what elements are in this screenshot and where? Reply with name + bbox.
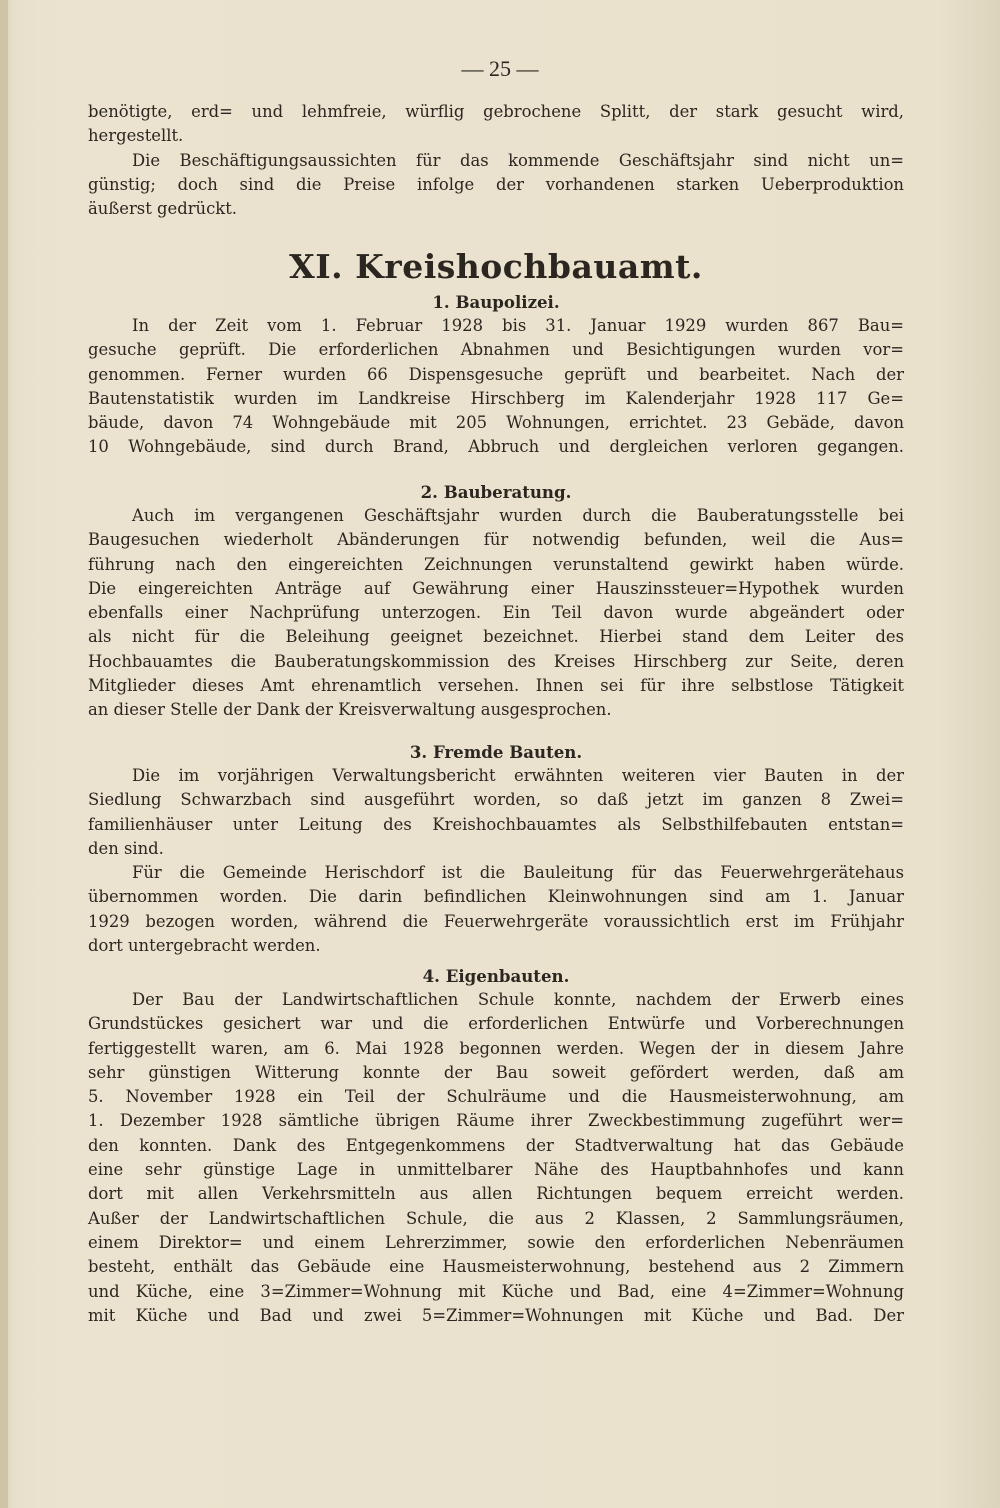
text-line: Grundstückes gesichert war und die erforderlichen Entwürfe und Vorberechnungen — [88, 1014, 904, 1034]
text-line: dort untergebracht werden. — [88, 936, 321, 956]
text-line: Die eingereichten Anträge auf Gewährung einer Hauszinssteuer=Hypothek wurden — [88, 578, 904, 598]
text-line: Außer der Landwirtschaftlichen Schule, die aus 2 Klassen, 2 Sammlungsräumen, — [88, 1208, 904, 1228]
section-baupolizei — [88, 290, 904, 460]
text-line: ebenfalls einer Nachprüfung unterzogen. Ein Teil davon wurde abgeändert oder — [88, 603, 904, 623]
text-line: als nicht für die Beleihung geeignet bezeichnet. Hierbei stand dem Leiter des — [88, 627, 904, 647]
text-line: mit Küche und Bad und zwei 5=Zimmer=Wohnungen mit Küche und Bad. Der — [88, 1305, 904, 1325]
text-line: an dieser Stelle der Dank der Kreisverwaltung ausgesprochen. — [88, 700, 612, 720]
text-line: Für die Gemeinde Herischdorf ist die Bauleitung für das Feuerwehrgerätehaus — [132, 863, 904, 883]
chapter-title: XI. Kreishochbauamt. — [289, 247, 703, 286]
section-heading: 4. Eigenbauten. — [422, 966, 570, 986]
text-line: 10 Wohngebäude, sind durch Brand, Abbruch und dergleichen verloren gegangen. — [88, 437, 904, 457]
text-line: Die im vorjährigen Verwaltungsbericht erwähnten weiteren vier Bauten in der — [132, 766, 904, 785]
text-line: familienhäuser unter Leitung des Kreishochbauamtes als Selbsthilfebauten entstan= — [88, 814, 904, 834]
text-line: Hochbauamtes die Bauberatungskommission des Kreises Hirschberg zur Seite, deren — [88, 651, 904, 671]
text-line: Die Beschäftigungsaussichten für das kommende Geschäftsjahr sind nicht un= — [132, 150, 904, 170]
text-line: gesuche geprüft. Die erforderlichen Abnahmen und Besichtigungen wurden vor= — [88, 340, 904, 360]
text-line: hergestellt. — [88, 126, 184, 146]
text-line: 1929 bezogen worden, während die Feuerwehrgeräte voraussichtlich erst im Frühjahr — [88, 911, 904, 931]
text-line: benötigte, erd= und lehmfreie, würflig gebrochene Splitt, der stark gesucht wird, — [88, 102, 904, 121]
text-line: Der Bau der Landwirtschaftlichen Schule konnte, nachdem der Erwerb eines — [132, 990, 904, 1009]
text-line: fertiggestellt waren, am 6. Mai 1928 begonnen werden. Wegen der in diesem Jahre — [88, 1038, 904, 1058]
text-line: genommen. Ferner wurden 66 Dispensgesuche geprüft und bearbeitet. Nach der — [88, 364, 904, 384]
text-line: Auch im vergangenen Geschäftsjahr wurden durch die Bauberatungsstelle bei — [132, 506, 904, 525]
text-line: und Küche, eine 3=Zimmer=Wohnung mit Küche und Bad, eine 4=Zimmer=Wohnung — [88, 1281, 904, 1301]
page-number: — 25 — — [461, 56, 539, 81]
text-line: Siedlung Schwarzbach sind ausgeführt worden, so daß jetzt im ganzen 8 Zwei= — [88, 790, 904, 810]
text-line: äußerst gedrückt. — [88, 199, 238, 219]
text-line: den sind. — [88, 838, 164, 858]
text-line: eine sehr günstige Lage in unmittelbarer Nähe des Hauptbahnhofes und kann — [88, 1160, 904, 1180]
section-fremde-bauten — [88, 740, 904, 958]
page-fold-shadow — [0, 0, 8, 1508]
text-line: bäude, davon 74 Wohngebäude mit 205 Wohnungen, errichtet. 23 Gebäde, davon — [88, 413, 904, 433]
text-line: 5. November 1928 ein Teil der Schulräume und die Hausmeisterwohnung, am — [88, 1087, 904, 1107]
section-eigenbauten — [88, 964, 904, 1328]
text-line: 1. Dezember 1928 sämtliche übrigen Räume ihrer Zweckbestimmung zugeführt wer= — [88, 1111, 904, 1131]
text-line: besteht, enthält das Gebäude eine Hausmeisterwohnung, bestehend aus 2 Zimmern — [88, 1257, 904, 1277]
text-line: übernommen worden. Die darin befindlichen Kleinwohnungen sind am 1. Januar — [88, 887, 904, 907]
section-heading: 3. Fremde Bauten. — [409, 742, 583, 762]
text-line: führung nach den eingereichten Zeichnungen verunstaltend gewirkt haben würde. — [88, 554, 904, 574]
text-line: Bautenstatistik wurden im Landkreise Hirschberg im Kalenderjahr 1928 117 Ge= — [88, 388, 904, 408]
section-heading: 2. Bauberatung. — [420, 482, 572, 502]
section-bauberatung — [88, 480, 904, 723]
text-line: einem Direktor= und einem Lehrerzimmer, sowie den erforderlichen Nebenräumen — [88, 1232, 904, 1252]
text-line: sehr günstigen Witterung konnte der Bau soweit gefördert werden, daß am — [88, 1062, 904, 1082]
text-line: In der Zeit vom 1. Februar 1928 bis 31. Januar 1929 wurden 867 Bau= — [132, 316, 904, 335]
chapter-heading-block — [88, 244, 904, 290]
text-line: dort mit allen Verkehrsmitteln aus allen Richtungen bequem erreicht werden. — [88, 1184, 904, 1204]
text-line: Baugesuchen wiederholt Abänderungen für notwendig befunden, weil die Aus= — [88, 530, 904, 550]
text-line: Mitglieder dieses Amt ehrenamtlich versehen. Ihnen sei für ihre selbstlose Tätigkeit — [88, 676, 904, 696]
text-line: günstig; doch sind die Preise infolge der vorhandenen starken Ueberproduktion — [88, 174, 904, 194]
section-heading: 1. Baupolizei. — [432, 292, 560, 312]
intro-paragraph — [88, 100, 904, 221]
text-line: den konnten. Dank des Entgegenkommens der Stadtverwaltung hat das Gebäude — [88, 1135, 904, 1155]
